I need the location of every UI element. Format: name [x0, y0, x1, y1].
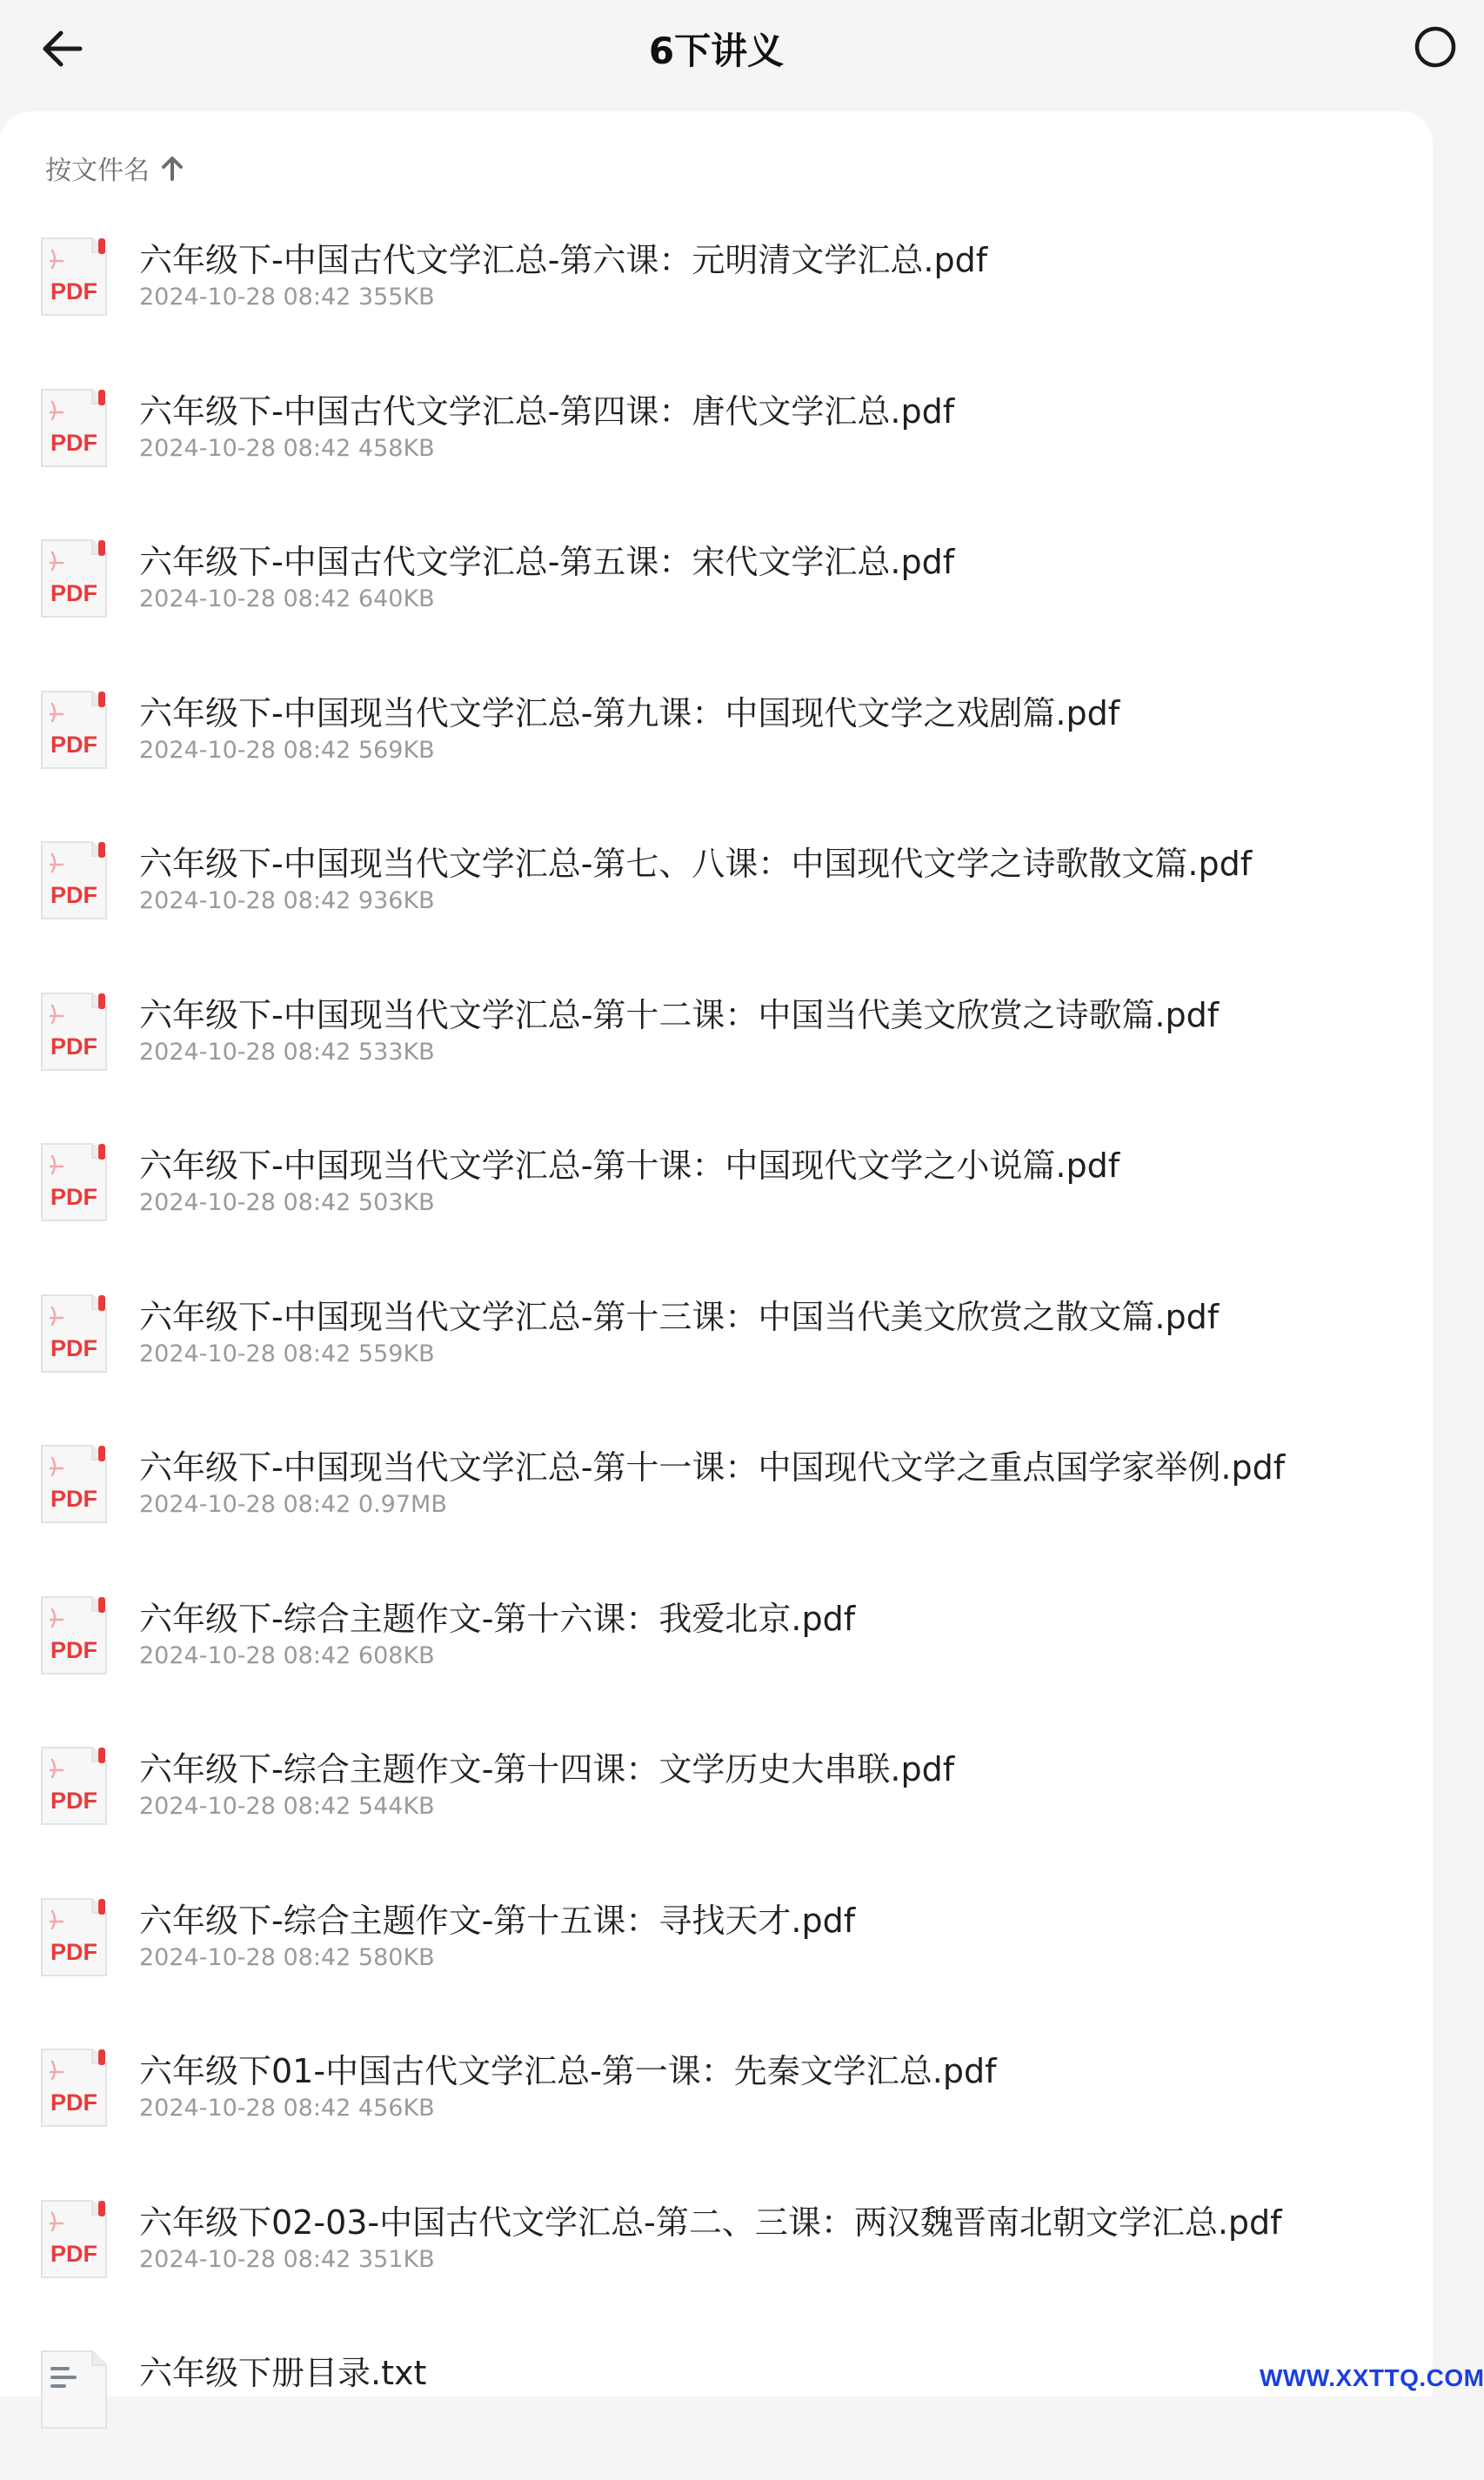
- pdf-file-icon: [38, 990, 110, 1073]
- meta-separator: [351, 2095, 358, 2122]
- pdf-type-label: PDF: [50, 580, 97, 606]
- pdf-type-label: PDF: [50, 2089, 97, 2116]
- file-date: 2024-10-28 08:42: [139, 434, 351, 462]
- file-name: 六年级下-中国古代文学汇总-第六课：元明清文学汇总.pdf: [139, 241, 988, 279]
- file-size: 0.97MB: [358, 1491, 447, 1518]
- file-name: 六年级下-中国现当代文学汇总-第十三课：中国当代美文欣赏之散文篇.pdf: [139, 1297, 1220, 1336]
- file-name: 六年级下-综合主题作文-第十四课：文学历史大串联.pdf: [139, 1750, 955, 1788]
- file-name: 六年级下-中国现当代文学汇总-第十课：中国现代文学之小说篇.pdf: [139, 1146, 1120, 1185]
- file-meta: [139, 1340, 435, 1367]
- pdf-file-icon: [38, 1744, 110, 1828]
- file-size: 351KB: [358, 2245, 435, 2273]
- pdf-type-label: PDF: [50, 1486, 97, 1512]
- meta-separator: [351, 1793, 358, 1820]
- file-date: 2024-10-28 08:42: [139, 1491, 351, 1518]
- list-item[interactable]: [0, 216, 1433, 367]
- list-item[interactable]: [0, 2027, 1433, 2178]
- file-meta: [139, 1793, 435, 1820]
- file-size: 580KB: [358, 1943, 435, 1971]
- file-size: 936KB: [358, 887, 435, 914]
- file-date: 2024-10-28 08:42: [139, 1340, 351, 1367]
- app-header: [0, 0, 1433, 113]
- list-item[interactable]: [0, 1725, 1433, 1876]
- file-name: 六年级下册目录.txt: [139, 2354, 427, 2392]
- file-meta: [139, 887, 435, 914]
- file-date: 2024-10-28 08:42: [139, 1943, 351, 1971]
- file-size: 640KB: [358, 585, 435, 612]
- file-size: 559KB: [358, 1340, 435, 1367]
- file-size: 569KB: [358, 736, 435, 764]
- file-meta: [139, 435, 435, 462]
- list-item[interactable]: [0, 2329, 1433, 2480]
- file-size: 503KB: [358, 1189, 435, 1216]
- meta-separator: [351, 2246, 358, 2273]
- pdf-file-icon: [38, 2046, 110, 2129]
- more-button[interactable]: [1409, 17, 1461, 80]
- file-date: 2024-10-28 08:42: [139, 2095, 351, 2122]
- meta-separator: [351, 887, 358, 914]
- file-meta: [139, 2095, 435, 2122]
- file-list: [0, 216, 1433, 2480]
- list-item[interactable]: [0, 2178, 1433, 2330]
- pdf-file-icon: [38, 839, 110, 922]
- pdf-type-label: PDF: [50, 1788, 97, 1814]
- pdf-type-label: PDF: [50, 278, 97, 304]
- file-date: 2024-10-28 08:42: [139, 1038, 351, 1066]
- sort-label: 按文件名: [45, 156, 150, 186]
- file-meta: [139, 1039, 435, 1066]
- list-item[interactable]: [0, 1273, 1433, 1424]
- list-item[interactable]: [0, 819, 1433, 971]
- pdf-file-icon: [38, 688, 110, 772]
- circle-icon: [1409, 17, 1461, 80]
- file-meta: [139, 1944, 435, 1971]
- arrow-up-icon: [160, 154, 184, 182]
- file-date: 2024-10-28 08:42: [139, 284, 351, 311]
- watermark: WWW.XXTTQ.COM: [1260, 2364, 1484, 2391]
- pdf-file-icon: [38, 1442, 110, 1526]
- file-name: 六年级下-中国现当代文学汇总-第十一课：中国现代文学之重点国学家举例.pdf: [139, 1448, 1286, 1487]
- file-size: 533KB: [358, 1038, 435, 1066]
- pdf-type-label: PDF: [50, 1184, 97, 1210]
- pdf-file-icon: [38, 1292, 110, 1375]
- pdf-type-label: PDF: [50, 2240, 97, 2267]
- file-date: 2024-10-28 08:42: [139, 736, 351, 764]
- file-date: 2024-10-28 08:42: [139, 887, 351, 914]
- file-size: 544KB: [358, 1793, 435, 1820]
- pdf-file-icon: [38, 1895, 110, 1979]
- meta-separator: [351, 1944, 358, 1971]
- file-date: 2024-10-28 08:42: [139, 2245, 351, 2273]
- file-size: 456KB: [358, 2095, 435, 2122]
- meta-separator: [351, 737, 358, 764]
- file-list-panel: [0, 111, 1433, 2396]
- list-item[interactable]: [0, 1876, 1433, 2028]
- meta-separator: [351, 1189, 358, 1216]
- list-item[interactable]: [0, 367, 1433, 518]
- pdf-file-icon: [38, 1140, 110, 1224]
- pdf-type-label: PDF: [50, 429, 97, 456]
- file-meta: [139, 2246, 435, 2273]
- file-meta: [139, 284, 435, 311]
- file-meta: [139, 737, 435, 764]
- list-item[interactable]: [0, 669, 1433, 820]
- file-meta: [139, 1642, 435, 1669]
- file-name: 六年级下01-中国古代文学汇总-第一课：先秦文学汇总.pdf: [139, 2052, 997, 2090]
- file-date: 2024-10-28 08:42: [139, 1641, 351, 1669]
- file-name: 六年级下-中国现当代文学汇总-第七、八课：中国现代文学之诗歌散文篇.pdf: [139, 845, 1253, 883]
- file-name: 六年级下-中国现当代文学汇总-第十二课：中国当代美文欣赏之诗歌篇.pdf: [139, 995, 1220, 1034]
- file-name: 六年级下02-03-中国古代文学汇总-第二、三课：两汉魏晋南北朝文学汇总.pdf: [139, 2203, 1282, 2242]
- pdf-type-label: PDF: [50, 1938, 97, 1965]
- file-date: 2024-10-28 08:42: [139, 585, 351, 612]
- file-name: 六年级下-中国古代文学汇总-第四课：唐代文学汇总.pdf: [139, 391, 955, 431]
- txt-file-icon: [38, 2348, 110, 2431]
- file-meta: [139, 1491, 447, 1518]
- pdf-file-icon: [38, 2197, 110, 2281]
- file-size: 458KB: [358, 434, 435, 462]
- list-item[interactable]: [0, 1574, 1433, 1726]
- pdf-type-label: PDF: [50, 1334, 97, 1361]
- file-date: 2024-10-28 08:42: [139, 1189, 351, 1216]
- file-name: 六年级下-综合主题作文-第十六课：我爱北京.pdf: [139, 1599, 856, 1638]
- pdf-type-label: PDF: [50, 1636, 97, 1663]
- list-item[interactable]: [0, 1423, 1433, 1574]
- pdf-type-label: PDF: [50, 1033, 97, 1060]
- meta-separator: [351, 1340, 358, 1367]
- file-date: 2024-10-28 08:42: [139, 1793, 351, 1820]
- meta-separator: [351, 435, 358, 462]
- file-name: 六年级下-综合主题作文-第十五课：寻找天才.pdf: [139, 1901, 856, 1940]
- meta-separator: [351, 1642, 358, 1669]
- file-size: 608KB: [358, 1641, 435, 1669]
- list-item[interactable]: [0, 518, 1433, 669]
- pdf-file-icon: [38, 537, 110, 620]
- pdf-file-icon: [38, 1594, 110, 1677]
- file-meta: [139, 1189, 435, 1216]
- sort-by-name-button[interactable]: [45, 146, 184, 190]
- pdf-file-icon: [38, 235, 110, 318]
- file-meta: [139, 585, 435, 612]
- meta-separator: [351, 585, 358, 612]
- file-size: 355KB: [358, 284, 435, 311]
- file-name: 六年级下-中国古代文学汇总-第五课：宋代文学汇总.pdf: [139, 543, 955, 581]
- pdf-type-label: PDF: [50, 882, 97, 908]
- file-name: 六年级下-中国现当代文学汇总-第九课：中国现代文学之戏剧篇.pdf: [139, 693, 1120, 732]
- list-item[interactable]: [0, 971, 1433, 1122]
- pdf-file-icon: [38, 386, 110, 470]
- meta-separator: [351, 1491, 358, 1518]
- pdf-type-label: PDF: [50, 731, 97, 758]
- page-title: 6下讲义: [648, 30, 785, 72]
- list-item[interactable]: [0, 1121, 1433, 1273]
- meta-separator: [351, 1039, 358, 1066]
- meta-separator: [351, 284, 358, 311]
